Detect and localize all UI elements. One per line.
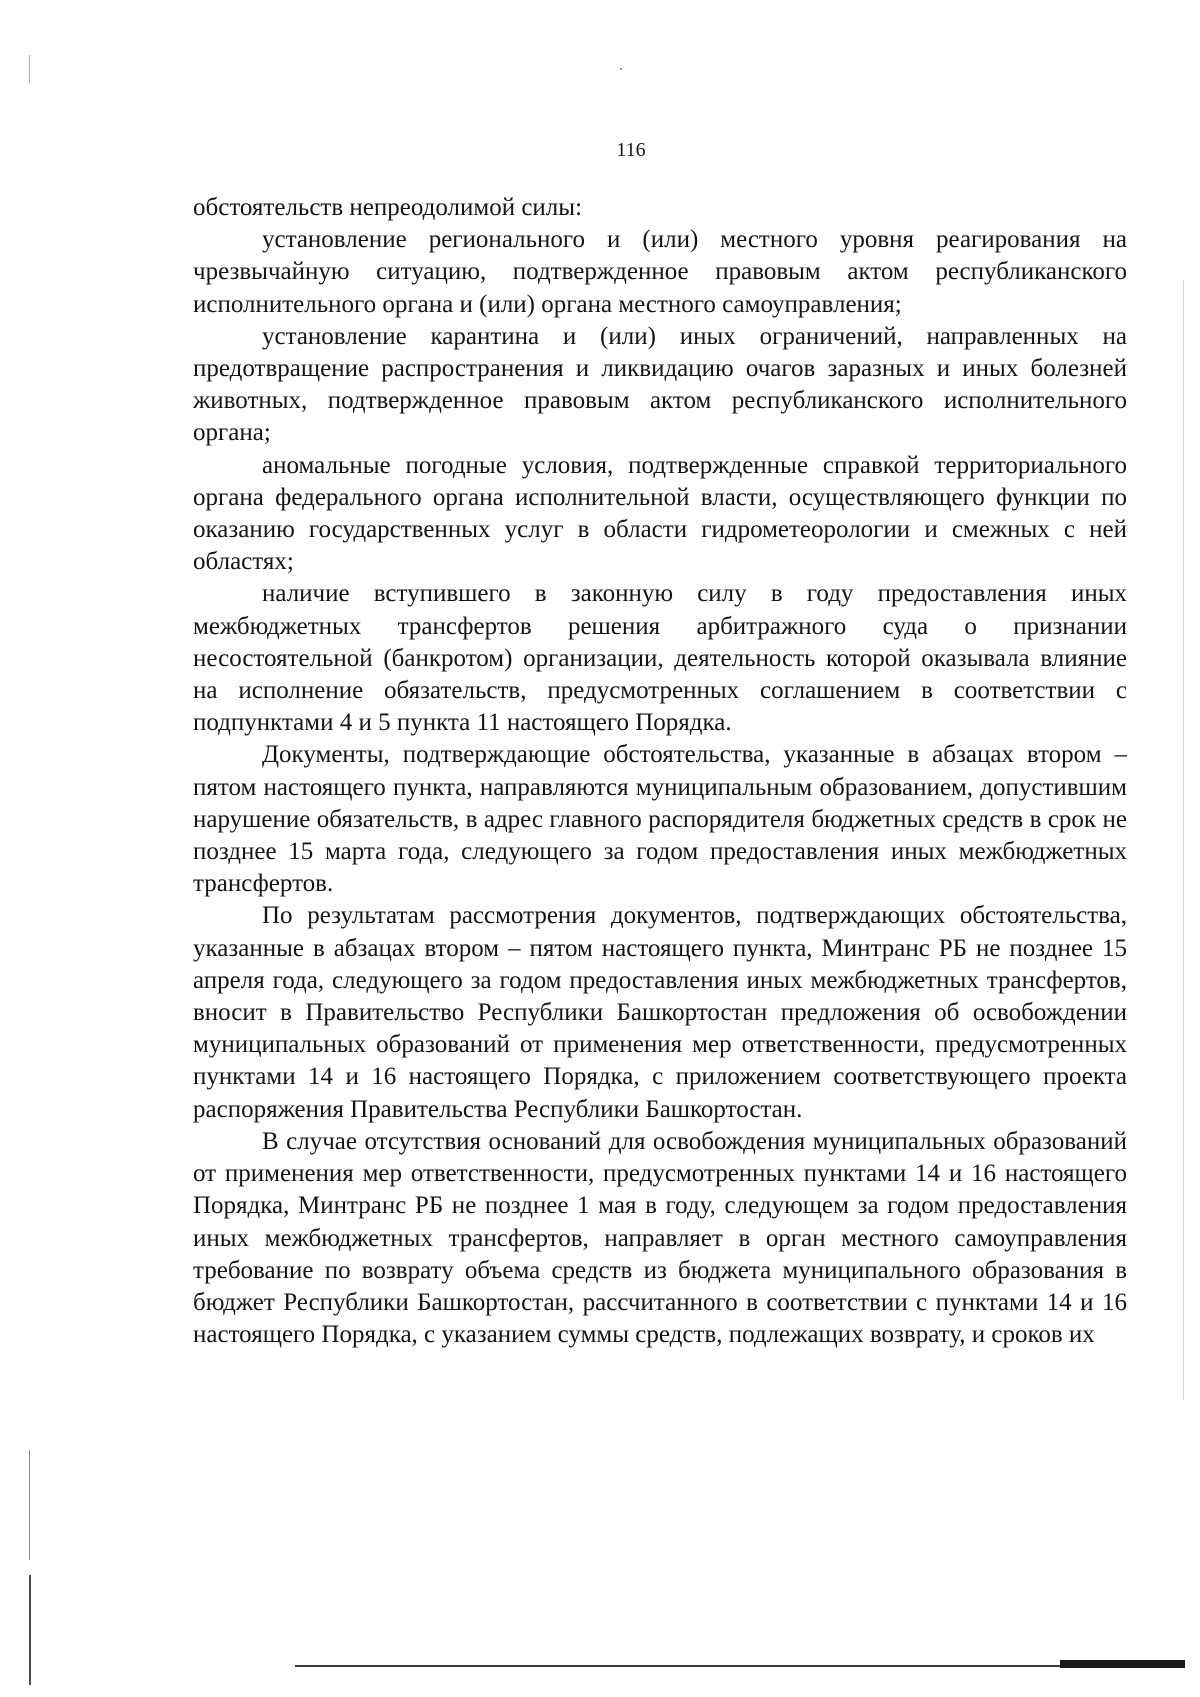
page-number: 116 (616, 139, 646, 161)
scan-edge-mark (29, 55, 30, 83)
scan-speck (620, 68, 622, 70)
paragraph-no-grounds: В случае отсутствия оснований для освобождения муниципальных образований от применения мер ответственности, предусмотренных пунктами 14 и 16 настоящего Порядка, Минтранс РБ не позднее 1 мая в году, следующем за годом предоставления иных межбюджетных трансфертов, направляет в орган местного самоуправления требование по возврату объема средств из бюджета муниципального образования в бюджет Республики Башкортостан, рассчитанного в соответствии с пунктами 14 и 16 настоящего Порядка, с указанием суммы средств, подлежащих возврату, и сроков их (193, 1127, 1127, 1349)
paragraph-review-results: По результатам рассмотрения документов, подтверждающих обстоятельства, указанные в абзацах втором – пятом настоящего пункта, Минтранс РБ не позднее 15 апреля года, следующего за годом предоставления иных межбюджетных трансфертов, вносит в Правительство Республики Башкортостан предложения об освобождении муниципальных образований от применения мер ответственности, предусмотренных пунктами 14 и 16 настоящего Порядка, с приложением соответствующего проекта распоряжения Правительства Республики Башкортостан. (193, 902, 1127, 1123)
paragraph-quarantine: установление карантина и (или) иных ограничений, направленных на предотвращение распространения и ликвидацию очагов заразных и иных болезней животных, подтвержденное правовым актом республиканского исполнительного органа; (193, 322, 1127, 447)
scan-edge-mark (29, 1575, 31, 1685)
paragraph-bankruptcy: наличие вступившего в законную силу в году предоставления иных межбюджетных трансфертов решения арбитражного суда о признании несостоятельной (банкротом) организации, деятельность которой оказывала влияние на исполнение обязательств, предусмотренных соглашением в соответствии с подпунктами 4 и 5 пункта 11 настоящего Порядка. (193, 580, 1127, 737)
paragraph-continuation: обстоятельств непреодолимой силы: (193, 194, 583, 221)
paragraph-regional-emergency: установление регионального и (или) местного уровня реагирования на чрезвычайную ситуацию, подтвержденное правовым актом республиканского исполнительного органа и (или) органа местного самоуправления; (193, 226, 1127, 318)
paragraph-weather-conditions: аномальные погодные условия, подтвержденные справкой территориального органа федерального органа исполнительной власти, осуществляющего функции по оказанию государственных услуг в области гидрометеорологии и смежных с ней областях; (193, 451, 1127, 576)
scan-edge-mark (1183, 280, 1184, 1400)
paragraph-documents: Документы, подтверждающие обстоятельства, указанные в абзацах втором – пятом настоящего пункта, направляются муниципальным образованием, допустившим нарушение обязательств, в адрес главного распорядителя бюджетных средств в срок не позднее 15 марта года, следующего за годом предоставления иных межбюджетных трансфертов. (193, 741, 1127, 898)
document-body (193, 192, 1127, 1351)
scan-edge-mark (29, 1450, 30, 1560)
scan-bottom-bar (1060, 1660, 1185, 1668)
scan-bottom-line (295, 1665, 1060, 1667)
